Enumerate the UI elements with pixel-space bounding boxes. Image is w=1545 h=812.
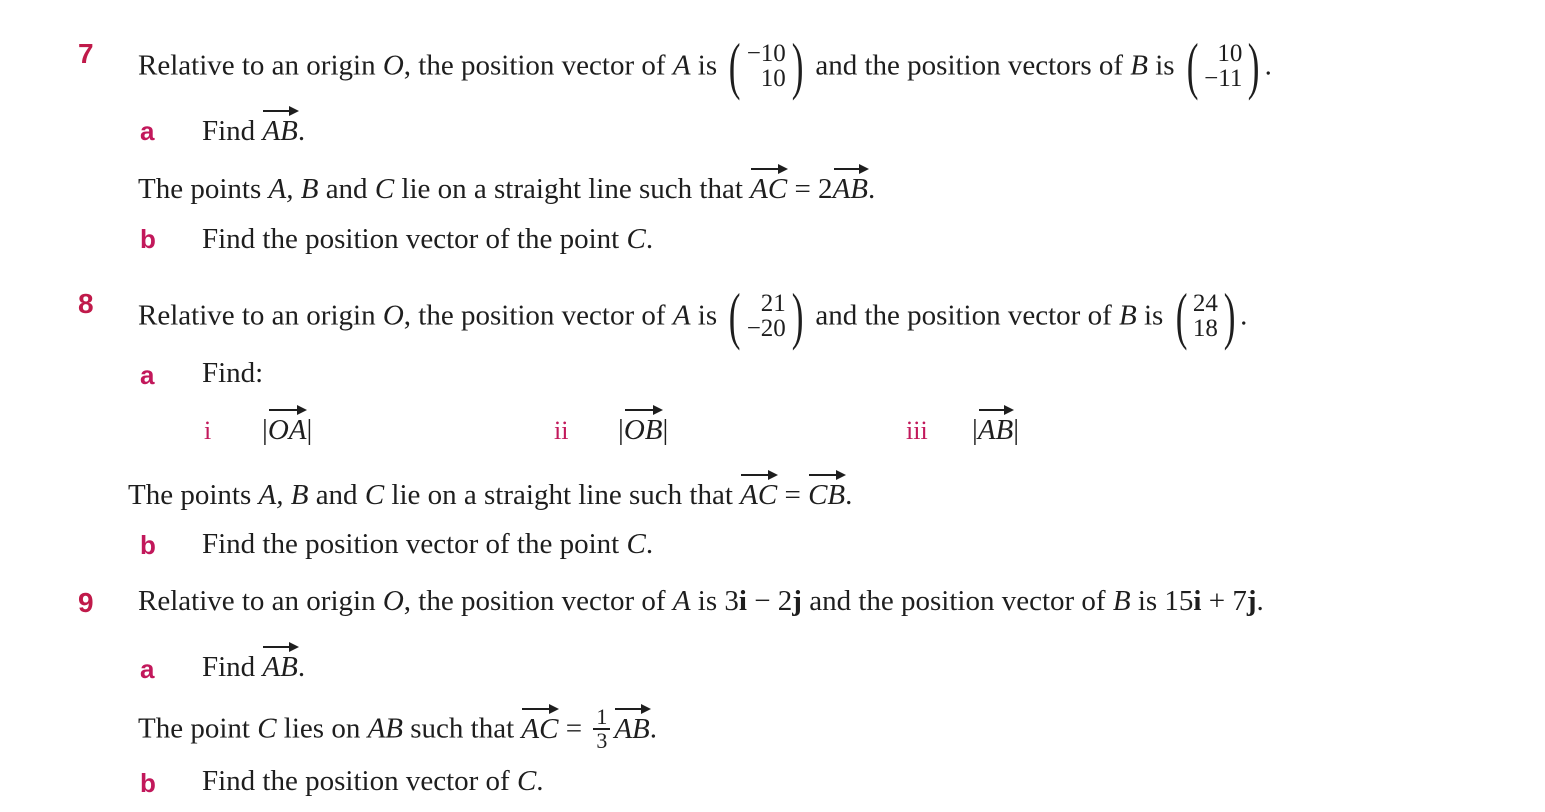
q9-text: − 2	[746, 585, 793, 617]
q7-part-b-text: Find the position vector of the point	[202, 223, 627, 255]
q9-part-a-text: .	[297, 651, 306, 683]
q9-text: , the position vector of	[403, 585, 673, 617]
q9-text: and the position vector of	[801, 585, 1113, 617]
q8-condition-text: The points	[128, 479, 259, 511]
q7-condition-points: A, B	[268, 173, 319, 205]
fraction-denominator: 3	[596, 728, 608, 753]
q9-part-b-label: b	[140, 768, 156, 798]
q8-part-a-label: a	[140, 360, 155, 390]
q8-text: , the position vector of	[403, 299, 673, 332]
q9-part-a-text: Find	[202, 651, 263, 683]
q9-unit-j: j	[1246, 585, 1257, 617]
q7-part-b-label: b	[140, 224, 156, 254]
q7-vector-a-x: −10	[746, 40, 786, 67]
q7-origin: O	[382, 49, 404, 82]
q8-sub-i-label: i	[204, 416, 212, 445]
q9-text: is 3	[690, 585, 739, 617]
q7-text: Relative to an origin	[138, 49, 383, 82]
q9-condition-text: .	[649, 712, 658, 745]
q9-part-a	[202, 650, 305, 684]
q9-condition-text: =	[558, 712, 590, 745]
q8-text: is	[690, 299, 718, 332]
q9-condition-point-c: C	[257, 712, 277, 745]
vector-ab: AB	[262, 115, 298, 147]
q8-text: is	[1136, 299, 1164, 332]
question-number-7: 7	[78, 38, 94, 69]
q7-condition-text: The points	[138, 173, 269, 205]
question-number-8: 8	[78, 288, 94, 319]
q9-part-b-point-c: C	[516, 765, 537, 797]
fraction-numerator: 1	[593, 706, 610, 730]
q8-origin: O	[382, 299, 404, 332]
q9-part-b	[202, 764, 544, 798]
q9-unit-i: i	[738, 585, 747, 617]
q8-condition-points: A, B	[258, 479, 309, 511]
q7-vector-b-y: −11	[1204, 65, 1243, 92]
q9-point-b: B	[1112, 585, 1131, 617]
vector-ab: AB	[832, 173, 868, 205]
q7-point-a: A	[672, 49, 691, 82]
q8-condition-text: lie on a straight line such that	[384, 479, 741, 511]
vector-ab: AB	[262, 651, 298, 683]
q9-condition-text: such that	[403, 712, 522, 745]
q8-sub-i: |OA|	[262, 414, 313, 446]
q7-part-a	[202, 114, 305, 148]
q9-text: Relative to an origin	[138, 585, 383, 617]
q7-text: .	[1264, 49, 1272, 82]
q9-part-b-text: .	[536, 765, 544, 797]
q9-condition-text: The point	[138, 712, 258, 745]
vector-cb: CB	[808, 479, 846, 511]
q8-sub-iii: |AB|	[972, 414, 1020, 446]
q7-vector-a-y: 10	[760, 65, 786, 92]
q8-vector-a: ( 21 −20 )	[729, 280, 804, 351]
q8-sub-ii-label: ii	[554, 416, 569, 445]
q8-vector-b-y: 18	[1192, 315, 1218, 342]
q8-part-b-point-c: C	[626, 528, 646, 560]
q7-condition-text: and	[318, 173, 375, 205]
q9-text: is 15	[1130, 585, 1194, 617]
q9-condition-text: lies on	[276, 712, 368, 745]
q9-statement	[138, 584, 1264, 618]
q8-sub-ii: |OB|	[618, 414, 669, 446]
q7-condition-point-c: C	[374, 173, 395, 205]
q8-point-a: A	[672, 299, 691, 332]
q8-part-b-text: Find the position vector of the point	[202, 528, 627, 560]
q7-condition-text: = 2	[787, 173, 833, 205]
q9-unit-i: i	[1193, 585, 1202, 617]
q8-vector-a-y: −20	[746, 315, 786, 342]
q8-condition	[128, 478, 852, 512]
q7-part-a-text: .	[297, 115, 306, 147]
q9-part-a-label: a	[140, 654, 155, 684]
vector-ac: AC	[521, 712, 559, 745]
vector-ab: AB	[977, 414, 1014, 446]
q8-vector-b-x: 24	[1192, 290, 1218, 317]
vector-ab: AB	[614, 712, 650, 745]
vector-ac: AC	[750, 173, 788, 205]
q8-condition-text: .	[845, 479, 853, 511]
q8-statement	[138, 280, 1248, 351]
q8-text: and the position vector of	[815, 299, 1119, 332]
vector-ob: OB	[623, 414, 663, 446]
q7-part-a-label: a	[140, 116, 155, 146]
q9-unit-j: j	[792, 585, 802, 617]
vector-ac: AC	[740, 479, 778, 511]
q8-part-b-label: b	[140, 530, 156, 560]
q8-condition-text: and	[308, 479, 365, 511]
q9-text: + 7	[1201, 585, 1247, 617]
q7-text: is	[1148, 49, 1175, 82]
q7-text: and the position vectors of	[815, 49, 1131, 82]
q7-point-b: B	[1130, 49, 1148, 82]
q7-condition-text: lie on a straight line such that	[394, 173, 751, 205]
q8-text: .	[1240, 299, 1248, 332]
q8-condition-text: =	[777, 479, 809, 511]
q8-text: Relative to an origin	[138, 299, 383, 332]
q7-condition-text: .	[868, 173, 876, 205]
q8-vector-b: ( 24 18 )	[1175, 280, 1236, 351]
q9-text: .	[1256, 585, 1264, 617]
q7-vector-b-x: 10	[1217, 40, 1243, 67]
q7-text: is	[690, 49, 718, 82]
q7-text: , the position vector of	[403, 49, 673, 82]
q9-origin: O	[382, 585, 404, 617]
q7-vector-a: ( −10 10 )	[729, 30, 804, 101]
q7-vector-b: ( 10 −11 )	[1186, 30, 1260, 101]
q7-part-b	[202, 222, 653, 256]
q7-part-b-text: .	[645, 223, 654, 255]
q9-condition-segment-ab: AB	[367, 712, 404, 745]
q7-part-a-text: Find	[202, 115, 263, 147]
q8-part-b	[202, 527, 653, 561]
q9-part-b-text: Find the position vector of	[202, 765, 517, 797]
q8-condition-point-c: C	[364, 479, 385, 511]
q9-condition	[138, 704, 658, 754]
q8-part-b-text: .	[645, 528, 654, 560]
q9-point-a: A	[672, 585, 691, 617]
vector-oa: OA	[267, 414, 307, 446]
q8-point-b: B	[1118, 299, 1137, 332]
fraction-one-third	[593, 706, 610, 752]
q8-sub-iii-label: iii	[906, 416, 928, 445]
q8-vector-a-x: 21	[760, 290, 786, 317]
q8-part-a-text: Find:	[202, 357, 264, 389]
question-number-9: 9	[78, 587, 94, 618]
q7-statement	[138, 30, 1272, 101]
q8-part-a	[202, 356, 263, 390]
q7-part-b-point-c: C	[626, 223, 646, 255]
q7-condition	[138, 172, 875, 206]
